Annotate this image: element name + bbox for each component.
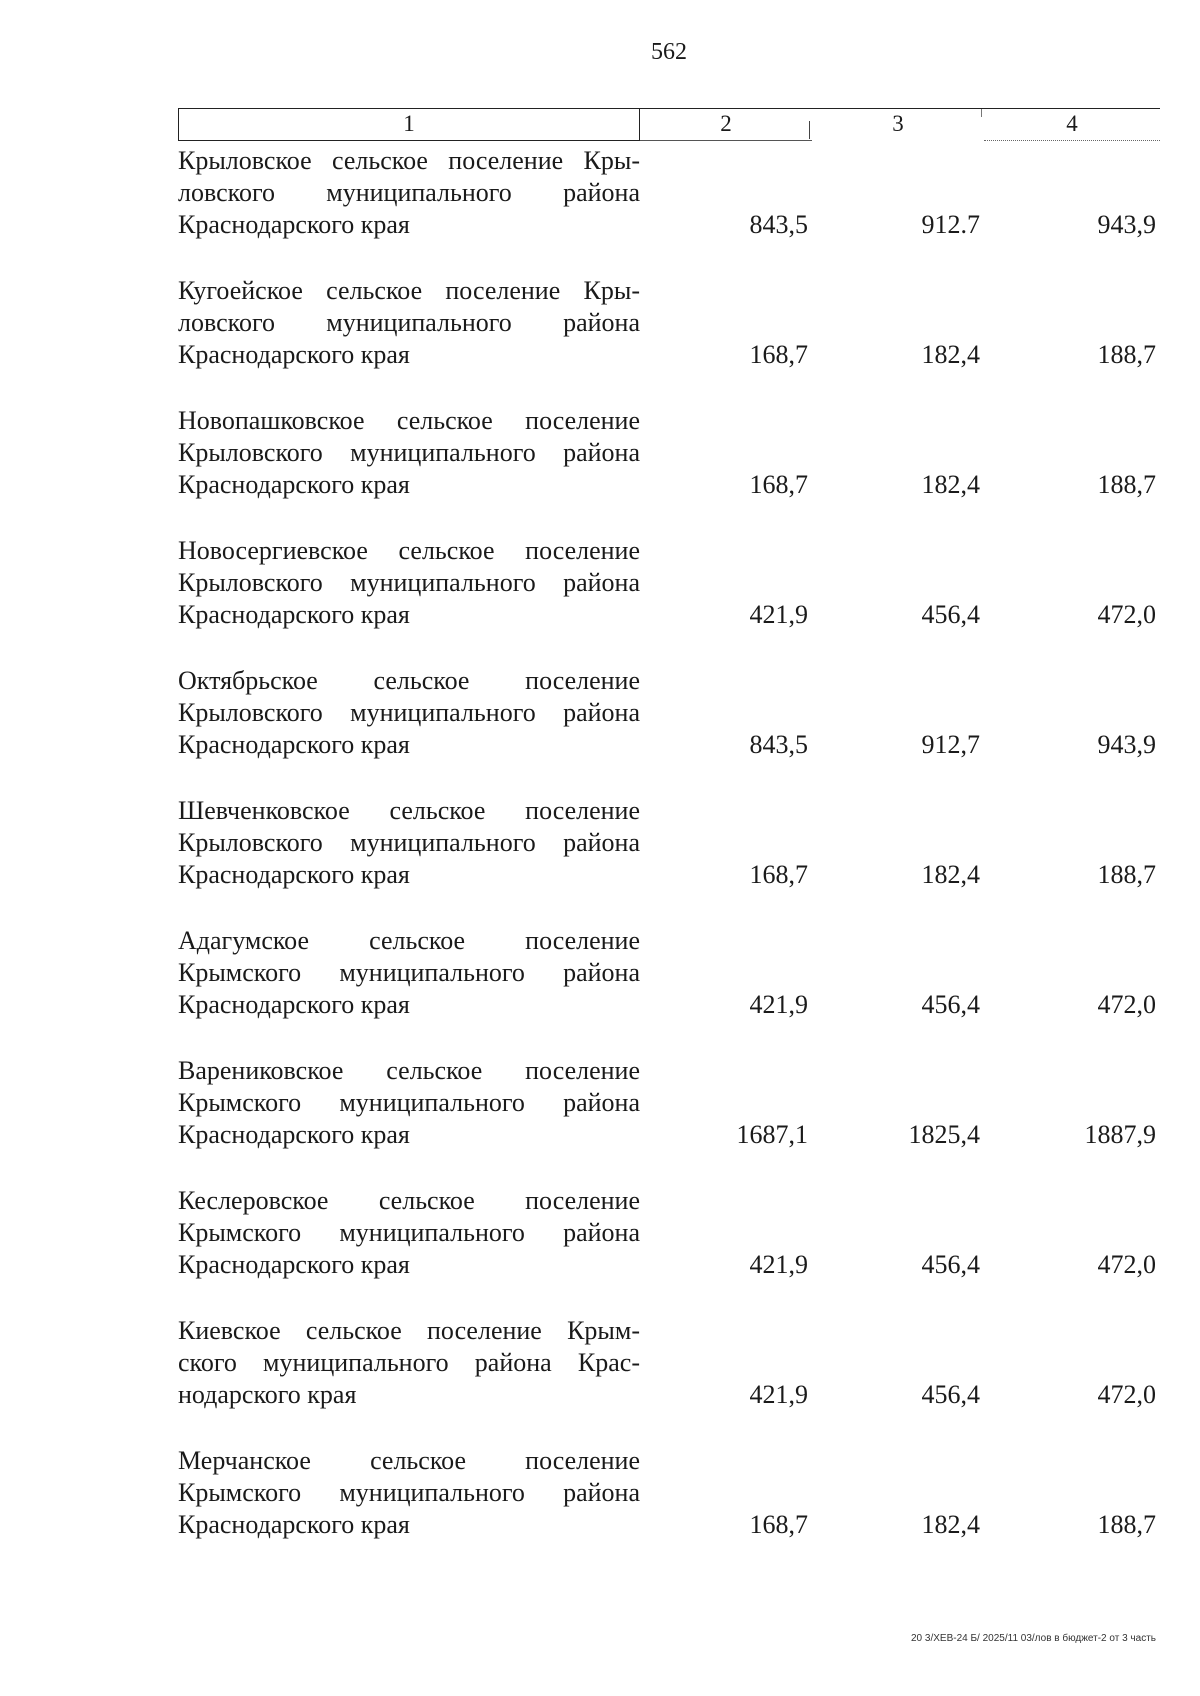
table-row bbox=[178, 145, 1160, 241]
value-column-3: 912.7 bbox=[921, 210, 980, 239]
column-header-2: 2 bbox=[640, 109, 812, 141]
settlement-name-line: Краснодарского края bbox=[178, 340, 410, 369]
value-column-2: 421,9 bbox=[749, 1380, 808, 1409]
settlement-name bbox=[178, 1315, 640, 1411]
table-row bbox=[178, 795, 1160, 891]
table-row bbox=[178, 275, 1160, 371]
value-column-2: 843,5 bbox=[749, 730, 808, 759]
column-header-4: 4 bbox=[984, 109, 1160, 141]
settlement-name bbox=[178, 1445, 640, 1541]
settlement-name-line: Крыловского муниципального района bbox=[178, 438, 640, 467]
column-header-1: 1 bbox=[178, 109, 640, 141]
settlement-name-line: Октябрьское сельское поселение bbox=[178, 666, 640, 695]
value-column-3: 182,4 bbox=[921, 1510, 980, 1539]
value-column-4: 472,0 bbox=[1097, 990, 1156, 1019]
value-column-4: 1887,9 bbox=[1084, 1120, 1156, 1149]
value-column-3: 182,4 bbox=[921, 860, 980, 889]
settlement-name-line: Краснодарского края bbox=[178, 470, 410, 499]
value-column-4: 188,7 bbox=[1097, 340, 1156, 369]
table-row bbox=[178, 405, 1160, 501]
settlement-name-line: Краснодарского края bbox=[178, 860, 410, 889]
settlement-name-line: Крымского муниципального района bbox=[178, 958, 640, 987]
value-column-3: 456,4 bbox=[921, 990, 980, 1019]
settlement-name-line: Новосергиевское сельское поселение bbox=[178, 536, 640, 565]
value-column-3: 456,4 bbox=[921, 600, 980, 629]
settlement-name-line: Киевское сельское поселение Крым- bbox=[178, 1316, 640, 1345]
column-header-3: 3 bbox=[812, 109, 984, 141]
settlement-name bbox=[178, 925, 640, 1021]
table-row bbox=[178, 1315, 1160, 1411]
settlement-name-line: ловского муниципального района bbox=[178, 308, 640, 337]
settlement-name-line: Краснодарского края bbox=[178, 1120, 410, 1149]
value-column-2: 843,5 bbox=[749, 210, 808, 239]
value-column-4: 943,9 bbox=[1097, 730, 1156, 759]
settlement-name-line: Краснодарского края bbox=[178, 600, 410, 629]
settlement-name bbox=[178, 1055, 640, 1151]
settlement-name-line: Шевченковское сельское поселение bbox=[178, 796, 640, 825]
page-number: 562 bbox=[651, 39, 687, 65]
value-column-4: 188,7 bbox=[1097, 470, 1156, 499]
value-column-4: 943,9 bbox=[1097, 210, 1156, 239]
settlement-name-line: Краснодарского края bbox=[178, 1250, 410, 1279]
table-row bbox=[178, 925, 1160, 1021]
value-column-2: 168,7 bbox=[749, 340, 808, 369]
settlement-name-line: Крымского муниципального района bbox=[178, 1088, 640, 1117]
value-column-2: 421,9 bbox=[749, 600, 808, 629]
table-row bbox=[178, 1055, 1160, 1151]
value-column-4: 188,7 bbox=[1097, 860, 1156, 889]
value-column-2: 421,9 bbox=[749, 1250, 808, 1279]
settlement-name-line: Варениковское сельское поселение bbox=[178, 1056, 640, 1085]
settlement-name-line: нодарского края bbox=[178, 1380, 357, 1409]
value-column-3: 182,4 bbox=[921, 340, 980, 369]
allocation-table bbox=[178, 108, 1160, 1575]
settlement-name-line: Крыловского муниципального района bbox=[178, 828, 640, 857]
settlement-name-line: Крыловского муниципального района bbox=[178, 698, 640, 727]
settlement-name-line: Краснодарского края bbox=[178, 210, 410, 239]
settlement-name bbox=[178, 405, 640, 501]
value-column-3: 1825,4 bbox=[908, 1120, 980, 1149]
table-row bbox=[178, 665, 1160, 761]
settlement-name bbox=[178, 275, 640, 371]
settlement-name-line: Кугоейское сельское поселение Кры- bbox=[178, 276, 640, 305]
settlement-name-line: Крыловское сельское поселение Кры- bbox=[178, 146, 640, 175]
settlement-name bbox=[178, 665, 640, 761]
value-column-3: 912,7 bbox=[921, 730, 980, 759]
value-column-3: 456,4 bbox=[921, 1380, 980, 1409]
value-column-2: 168,7 bbox=[749, 470, 808, 499]
value-column-2: 1687,1 bbox=[736, 1120, 808, 1149]
value-column-4: 472,0 bbox=[1097, 1250, 1156, 1279]
settlement-name-line: Новопашковское сельское поселение bbox=[178, 406, 640, 435]
settlement-name-line: Краснодарского края bbox=[178, 990, 410, 1019]
value-column-4: 188,7 bbox=[1097, 1510, 1156, 1539]
settlement-name bbox=[178, 795, 640, 891]
settlement-name-line: Мерчанское сельское поселение bbox=[178, 1446, 640, 1475]
document-footer-code: 20 3/ХЕВ-24 Б/ 2025/11 03/лов в бюджет-2 от 3 часть bbox=[911, 1633, 1156, 1644]
settlement-name-line: Крымского муниципального района bbox=[178, 1218, 640, 1247]
table-row bbox=[178, 1445, 1160, 1541]
settlement-name-line: Кеслеровское сельское поселение bbox=[178, 1186, 640, 1215]
value-column-3: 456,4 bbox=[921, 1250, 980, 1279]
settlement-name bbox=[178, 535, 640, 631]
value-column-3: 182,4 bbox=[921, 470, 980, 499]
table-row bbox=[178, 535, 1160, 631]
settlement-name-line: Крыловского муниципального района bbox=[178, 568, 640, 597]
table-header-row bbox=[178, 108, 1160, 141]
table-row bbox=[178, 1185, 1160, 1281]
settlement-name-line: Краснодарского края bbox=[178, 1510, 410, 1539]
settlement-name-line: Крымского муниципального района bbox=[178, 1478, 640, 1507]
settlement-name-line: Краснодарского края bbox=[178, 730, 410, 759]
value-column-4: 472,0 bbox=[1097, 600, 1156, 629]
value-column-4: 472,0 bbox=[1097, 1380, 1156, 1409]
settlement-name-line: ловского муниципального района bbox=[178, 178, 640, 207]
value-column-2: 168,7 bbox=[749, 1510, 808, 1539]
table-body bbox=[178, 145, 1160, 1541]
settlement-name-line: ского муниципального района Крас- bbox=[178, 1348, 640, 1377]
settlement-name bbox=[178, 1185, 640, 1281]
value-column-2: 168,7 bbox=[749, 860, 808, 889]
settlement-name bbox=[178, 145, 640, 241]
value-column-2: 421,9 bbox=[749, 990, 808, 1019]
settlement-name-line: Адагумское сельское поселение bbox=[178, 926, 640, 955]
